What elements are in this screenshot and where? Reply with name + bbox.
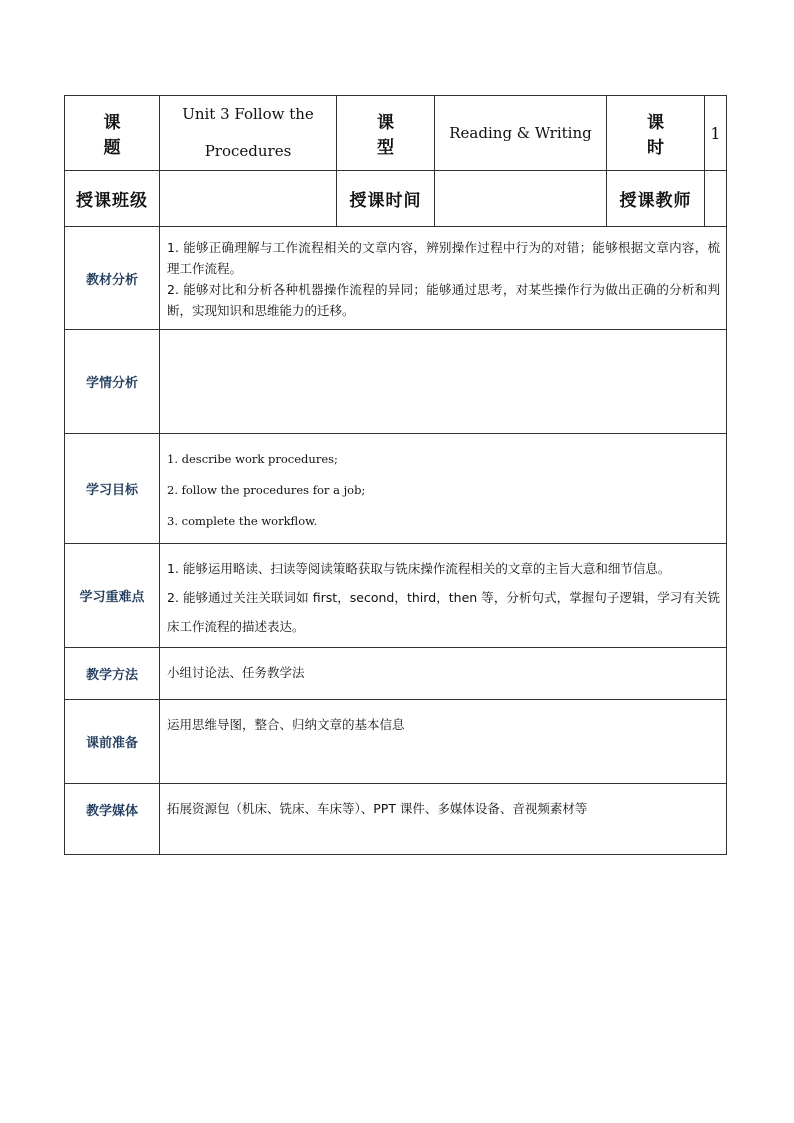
goals-content xyxy=(160,434,727,544)
key-point-line: 2. 能够通过关注关联词如 first，second，third，then 等，分析句式，掌握句子逻辑，学习有关铣床工作流程的描述表达。 xyxy=(167,590,720,634)
lesson-plan-table xyxy=(64,95,727,855)
goals-label: 学习目标 xyxy=(65,434,160,544)
key-point-line: 1. 能够运用略读、扫读等阅读策略获取与铣床操作流程相关的文章的主旨大意和细节信息。 xyxy=(167,561,671,576)
section-key-points xyxy=(65,544,727,648)
class-label: 授课班级 xyxy=(65,171,160,227)
type-label: 课 型 xyxy=(337,96,435,171)
textbook-line: 1. 能够正确理解与工作流程相关的文章内容，辨别操作过程中行为的对错；能够根据文章内容，梳理工作流程。 xyxy=(167,240,720,276)
media-label: 教学媒体 xyxy=(65,784,160,855)
section-preparation xyxy=(65,700,727,784)
section-textbook xyxy=(65,227,727,330)
key-points-content xyxy=(160,544,727,648)
teacher-value xyxy=(705,171,727,227)
goal-item: 3. complete the workflow. xyxy=(167,514,318,528)
students-content xyxy=(160,330,727,434)
textbook-content xyxy=(160,227,727,330)
section-goals xyxy=(65,434,727,544)
textbook-label: 教材分析 xyxy=(65,227,160,330)
key-points-label: 学习重难点 xyxy=(65,544,160,648)
textbook-line: 2. 能够对比和分析各种机器操作流程的异同；能够通过思考，对某些操作行为做出正确的分析和判断，实现知识和思维能力的迁移。 xyxy=(167,282,720,318)
preparation-label: 课前准备 xyxy=(65,700,160,784)
students-label: 学情分析 xyxy=(65,330,160,434)
methods-content: 小组讨论法、任务教学法 xyxy=(160,648,727,700)
time-value xyxy=(435,171,607,227)
methods-label: 教学方法 xyxy=(65,648,160,700)
type-value: Reading & Writing xyxy=(435,96,607,171)
period-value: 1 xyxy=(705,96,727,171)
topic-label: 课 题 xyxy=(65,96,160,171)
preparation-content: 运用思维导图，整合、归纳文章的基本信息 xyxy=(160,700,727,784)
section-media xyxy=(65,784,727,855)
section-methods xyxy=(65,648,727,700)
class-value xyxy=(160,171,337,227)
period-label: 课 时 xyxy=(607,96,705,171)
goal-item: 2. follow the procedures for a job; xyxy=(167,483,366,497)
section-students xyxy=(65,330,727,434)
goal-item: 1. describe work procedures; xyxy=(167,452,338,466)
header-row-topic xyxy=(65,96,727,171)
topic-value: Unit 3 Follow the Procedures xyxy=(160,96,337,171)
media-content: 拓展资源包（机床、铣床、车床等）、PPT 课件、多媒体设备、音视频素材等 xyxy=(160,784,727,855)
time-label: 授课时间 xyxy=(337,171,435,227)
teacher-label: 授课教师 xyxy=(607,171,705,227)
header-row-class xyxy=(65,171,727,227)
